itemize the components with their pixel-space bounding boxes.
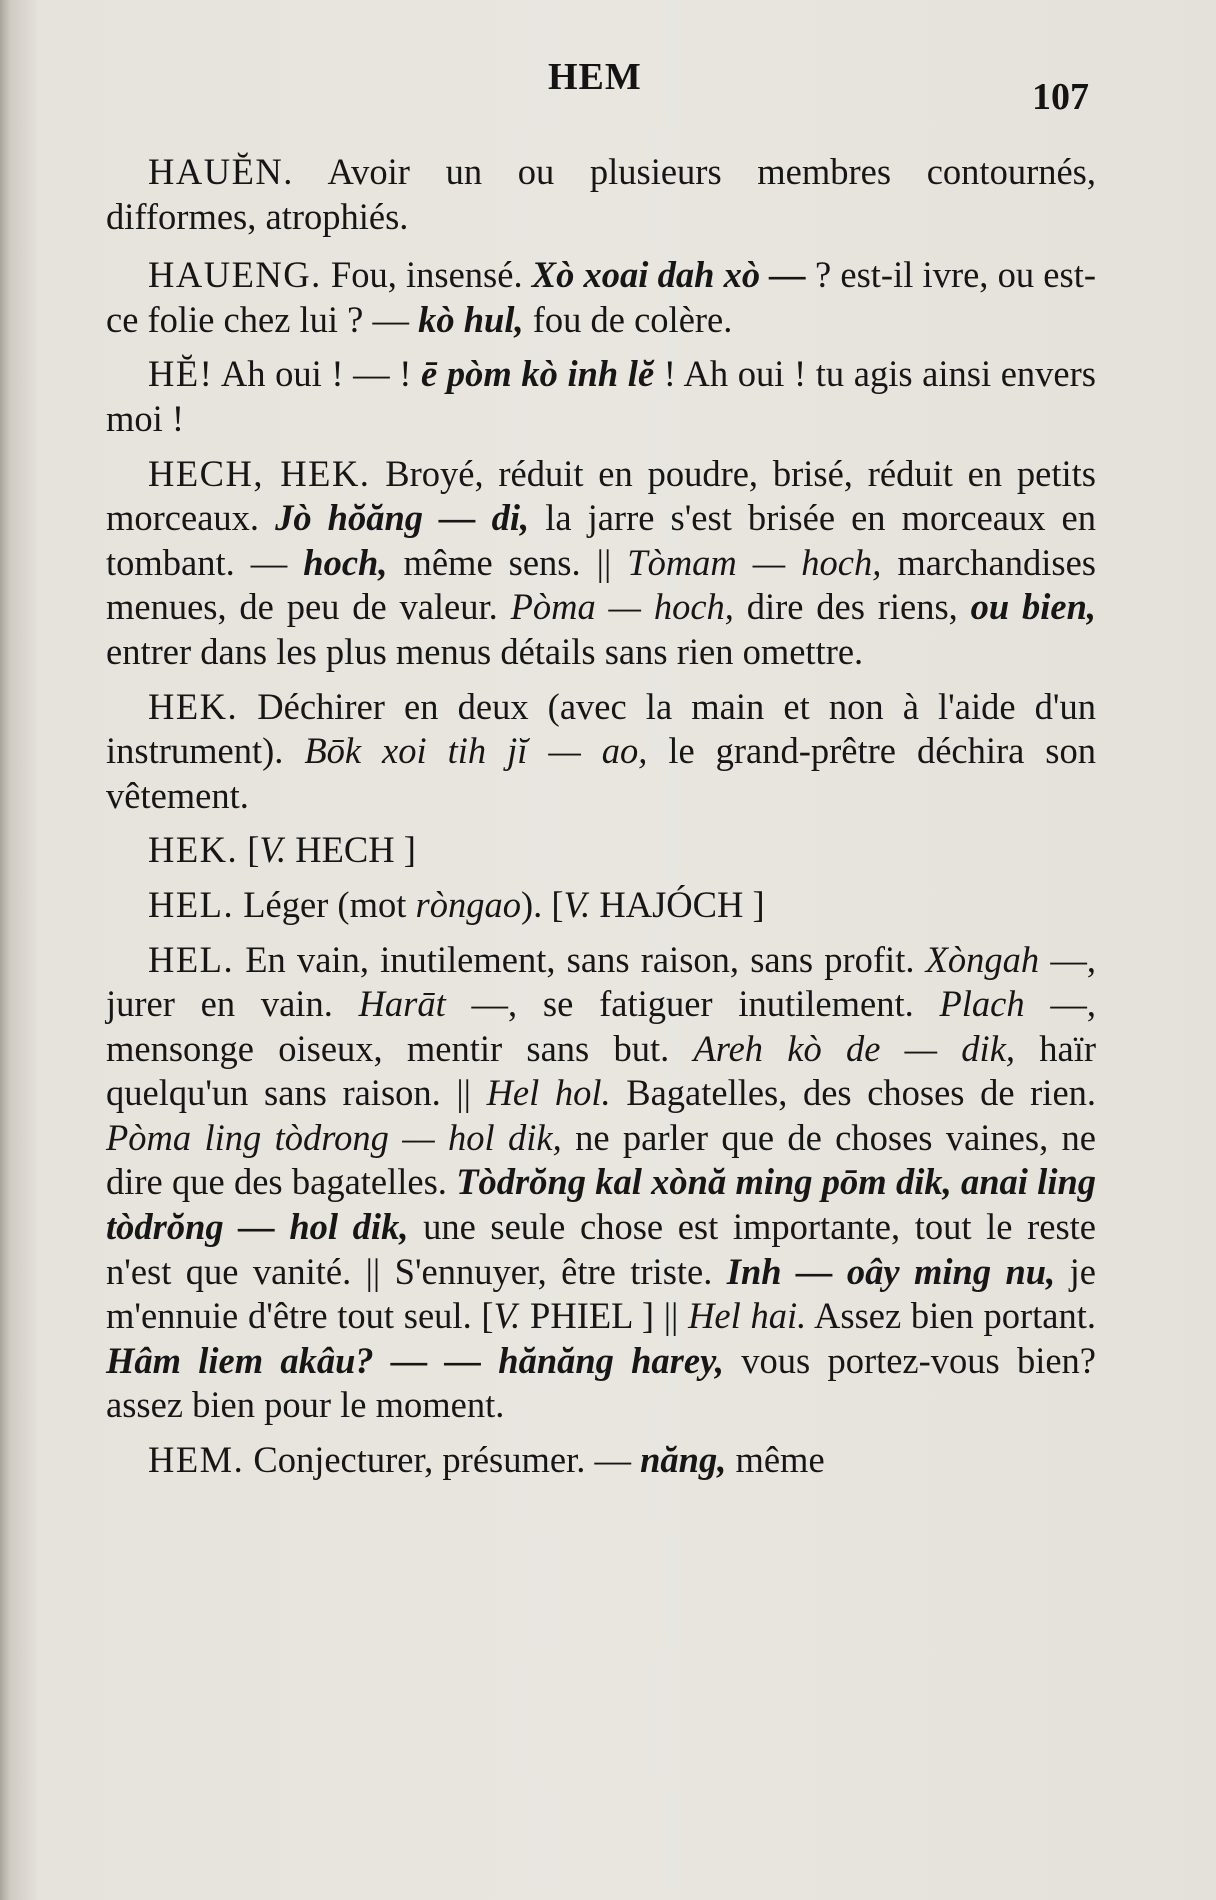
definition: marchandises menues, de peu de valeur. [106, 541, 1096, 628]
definition: même sens. || [387, 541, 628, 583]
entry-hech-hek [106, 452, 1096, 675]
definition: Broyé, réduit en poudre, brisé, réduit en petits morceaux. [106, 452, 1097, 539]
definition: une seule chose est importante, tout le reste n'est que vanité. || S'ennuyer, être triste. [106, 1206, 1096, 1292]
definition: En vain, inutilement, sans raison, sans profit. [234, 938, 926, 980]
headword: HEL. [148, 883, 235, 925]
running-head: HEM [548, 56, 642, 98]
definition: vous portez-vous bien? assez bien pour le moment. [106, 1339, 1096, 1426]
definition: [ [238, 829, 260, 871]
headword: HĔ! [148, 353, 214, 395]
entry-hel-2 [106, 938, 1096, 1429]
cross-reference-marker: V. [493, 1295, 521, 1337]
definition: Déchirer en deux (avec la main et non à l'aide d'un instrument). [106, 685, 1096, 772]
definition: la jarre s'est brisée en morceaux en tombant. — [106, 497, 1097, 583]
entry-hel-1 [106, 883, 1096, 928]
example-phrase: Plach [939, 983, 1025, 1025]
example-phrase: Xòngah [925, 938, 1040, 980]
example-phrase: Tòdrŏng kal xònă ming pōm dik, anai ling tòdrŏng — hol dik, [106, 1161, 1097, 1248]
entry-hem [106, 1438, 1096, 1483]
headword: HEK. [148, 829, 239, 871]
cross-reference-marker: V. [259, 829, 287, 871]
example-phrase: Pòma — hoch, [510, 586, 734, 628]
definition: ne parler que de choses vaines, ne dire que des bagatelles. [106, 1116, 1096, 1203]
definition: Conjecturer, présumer. — [244, 1439, 641, 1481]
entry-hek-2 [106, 828, 1096, 873]
entry-hek-1 [106, 685, 1096, 819]
example-phrase: ròngao [415, 883, 521, 925]
example-phrase: Harāt [358, 983, 446, 1025]
entry-he [106, 352, 1096, 441]
headword: HECH, HEK. [148, 452, 371, 494]
example-phrase: Xò xoai dah xò — [531, 254, 806, 296]
headword: HEK. [148, 685, 239, 727]
definition: ? est-il ivre, ou est-ce folie chez lui ? — [106, 254, 1096, 340]
definition: PHIEL ] || [520, 1295, 689, 1337]
example-phrase: năng, [640, 1439, 727, 1481]
example-phrase: Hel hai. [688, 1295, 807, 1337]
definition: Bagatelles, des choses de rien. [610, 1072, 1097, 1114]
definition: —, se fatiguer inutilement. [445, 983, 940, 1025]
definition: Léger (mot [234, 883, 416, 925]
example-phrase: Pòma ling tòdrong — hol dik, [106, 1116, 562, 1158]
definition: HECH ] [286, 829, 416, 871]
example-phrase: Inh — oây ming nu, [726, 1250, 1056, 1292]
example-phrase: Bōk xoi tih jĭ — ao, [304, 730, 648, 772]
definition: Fou, insensé. [321, 254, 532, 296]
entry-hauen [106, 150, 1096, 239]
definition: le grand-prêtre déchira son vêtement. [106, 730, 1096, 816]
example-phrase: Hel hol. [486, 1072, 611, 1114]
definition: je m'ennuie d'être tout seul. [ [106, 1250, 1097, 1337]
definition: ). [ [520, 883, 564, 925]
dictionary-entries [106, 150, 1096, 1493]
example-phrase: ou bien, [970, 586, 1097, 628]
definition: dire des riens, [733, 586, 971, 628]
example-phrase: ē pòm kò inh lĕ [421, 353, 655, 395]
definition: HAJÓCH ] [590, 883, 765, 925]
example-phrase: Tòmam — hoch, [627, 541, 882, 583]
headword: HEL. [148, 938, 235, 980]
definition: fou de colère. [523, 298, 733, 340]
definition: —, mensonge oiseux, mentir sans but. [106, 983, 1096, 1069]
page-number: 107 [1032, 76, 1089, 118]
definition: —, jurer en vain. [106, 938, 1096, 1025]
definition: même [726, 1439, 825, 1481]
cross-reference-marker: V. [563, 883, 591, 925]
example-phrase: Jò hŏăng — di, [275, 497, 530, 539]
entry-haueng [106, 253, 1096, 342]
headword: HAUENG. [148, 254, 322, 296]
definition: Avoir un ou plusieurs membres contournés, difformes, atrophiés. [106, 151, 1096, 237]
definition: Ah oui ! — ! [213, 353, 422, 395]
headword: HAUĔN. [148, 151, 294, 192]
page-header [0, 55, 1216, 118]
definition: ! Ah oui ! tu agis ainsi envers moi ! [106, 353, 1096, 439]
definition: haïr quelqu'un sans raison. || [106, 1027, 1097, 1114]
example-phrase: Hâm liem akâu? — — hănăng harey, [106, 1339, 725, 1381]
definition: Assez bien portant. [806, 1295, 1096, 1337]
example-phrase: hoch, [303, 541, 388, 583]
example-phrase: kò hul, [418, 298, 524, 340]
headword: HEM. [148, 1439, 245, 1481]
example-phrase: Areh kò de — dik, [693, 1027, 1016, 1069]
definition: entrer dans les plus menus détails sans rien omettre. [106, 630, 864, 672]
